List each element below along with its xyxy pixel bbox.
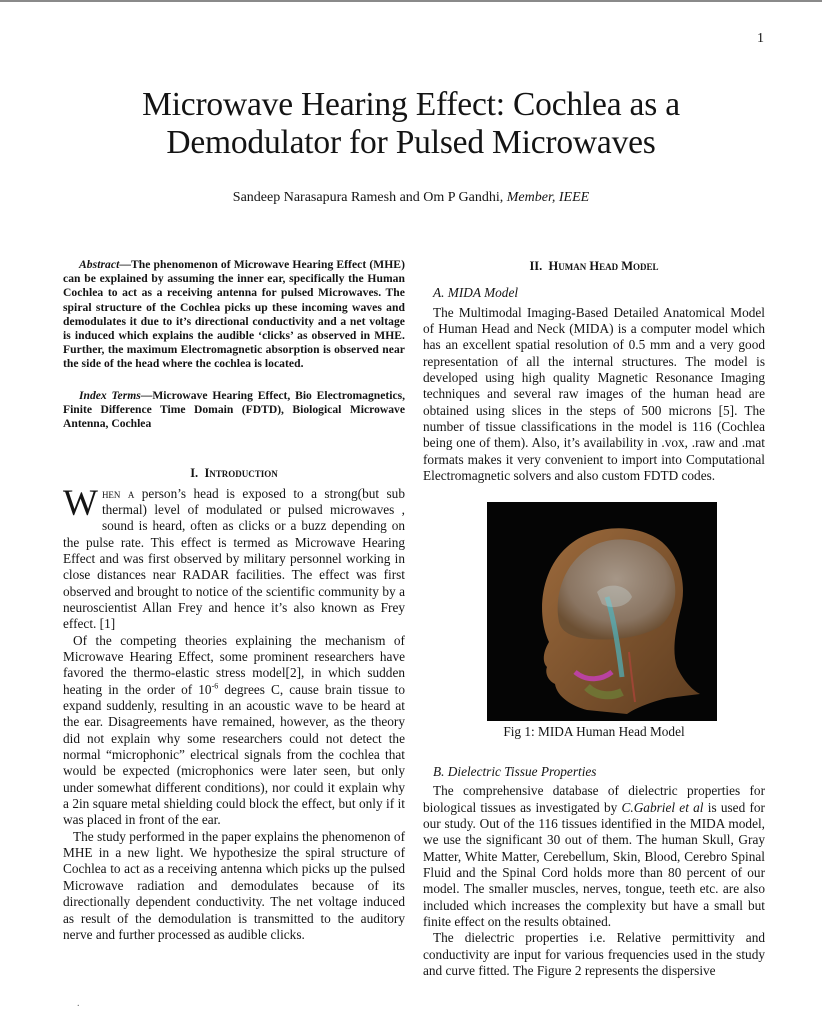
subsection-heading-dielectric: B. Dielectric Tissue Properties [433, 763, 597, 779]
footer-mark: . [77, 998, 80, 1009]
head-render-graphic [487, 502, 717, 721]
figure-caption: Fig 1: MIDA Human Head Model [503, 724, 685, 740]
authors-line [0, 190, 822, 206]
title-line-1: Microwave Hearing Effect: Cochlea as a [142, 86, 680, 123]
abstract [63, 258, 405, 372]
right-column [423, 258, 765, 979]
section-numeral: II. [529, 259, 543, 273]
head-model-image [487, 502, 717, 721]
intro-p1-text: person’s head is exposed to a strong(but sub thermal) level of modulated or pulsed microwaves , sound is heard, often as clicks or a buzz depending on the pulse rate. This effect is termed as Microwave Hearing Effect and was first observed by military personnel working in close distances near RADAR facilities. The effect was first observed and brought to notice of the scientific community by a neuroscientist Allan Frey and hence it’s also known as Frey effect. [1] [63, 485, 405, 632]
authors-affiliation: Member, IEEE [506, 190, 590, 205]
title-line-2: Demodulator for Pulsed Microwaves [166, 124, 656, 161]
citation-gabriel: C.Gabriel et al [621, 799, 704, 815]
page-number: 1 [757, 31, 764, 46]
intro-paragraph-3: The study performed in the paper explains the phenomenon of MHE in a new light. We hypothesize the spiral structure of Cochlea to act as a receiving antenna which picks up the pulsed Microwave radiation and demodulates because of its directionally dependent conductivity. The net voltage induced as result of the demodulation is transmitted to the auditory nerve and further processed as audible clicks. [63, 828, 405, 942]
intro-paragraph-1 [63, 482, 405, 633]
authors-names: Sandeep Narasapura Ramesh and Om P Gandhi, [232, 190, 507, 205]
subsection-heading-mida-model: A. MIDA Model [433, 285, 519, 301]
index-terms-text: —Microwave Hearing Effect, Bio Electromagnetics, Finite Difference Time Domain (FDTD), Biological Microwave Antenna, Cochlea [63, 388, 405, 431]
intro-p2-text-a: Of the competing theories explaining the mechanism of Microwave Hearing Effect, some prominent researchers have favored the thermo-elastic stress model[2], in which sudden heating in the order of 10 [63, 632, 405, 697]
lead-smallcaps: hen a [101, 485, 135, 501]
dielectric-paragraph-1 [423, 783, 765, 930]
exponent: -6 [211, 681, 219, 691]
dielectric-paragraph-2: The dielectric properties i.e. Relative permittivity and conductivity are input for various frequencies used in the study and curve fitted. The Figure 2 represents the dispersive [423, 930, 765, 978]
intro-p2-text-b: degrees C, cause brain tissue to expand suddenly, resulting in an acoustic wave to be heard at the ear. Disagreements have remained, however, as the theory did not explain why some researchers could not detect the normal “microphonic” electrical signals from the cochlea that would be expected (microphonics were later seen, but only under somewhat different conditions), nor could it explain why a 2in square metal shielding could block the effect, but only if it was placed in front of the ear. [63, 681, 405, 828]
section-numeral: I. [190, 466, 199, 481]
section-heading-human-head-model [423, 258, 765, 274]
intro-paragraph-2 [63, 633, 405, 829]
mida-paragraph: The Multimodal Imaging-Based Detailed Anatomical Model of Human Head and Neck (MIDA) is a computer model which has an excellent spatial resolution of 0.5 mm and a very good representation of all the internal structures. The model is developed using high quality Magnetic Resonance Imaging techniques and several raw images of the human head are obtained using slices in the steps of 500 microns [5]. The number of tissue classifications in the model is 116 (Cochlea being one of them). Also, it’s availability in .vox, .raw and .mat formats makes it very convenient to import into Computational Electromagnetic solvers and also custom FDTD codes. [423, 304, 765, 484]
section-title: Introduction [204, 466, 278, 481]
index-terms-label: Index Terms [79, 388, 141, 402]
drop-cap: W [63, 482, 98, 524]
abstract-label: Abstract [79, 258, 120, 271]
dielectric-p1-text-b: is used for our study. Out of the 116 tissues identified in the MIDA model, we use the significant 30 out of them. The human Skull, Gray Matter, White Matter, Cerebellum, Skin, Blood, Cerebro Spinal Fluid and the Spinal Cord holds more than 80 percent of our model. The smaller muscles, nerves, tongue, teeth etc. are also included which increases the complexity but have a small but finite effect on the results obtained. [423, 799, 765, 929]
paper-title [0, 86, 822, 162]
section-title: Human Head Model [548, 259, 659, 273]
section-heading-introduction [63, 465, 405, 481]
left-column [63, 258, 405, 943]
figure-1 [423, 502, 765, 740]
abstract-text: —The phenomenon of Microwave Hearing Effect (MHE) can be explained by assuming the inner ear, specifically the Human Cochlea to act as a receiving antenna for pulsed Microwaves. The spiral structure of the Cochlea picks up these incoming waves and demodulates it due to it’s directional conductivity and a net voltage is induced which explains the audible ‘clicks’ as observed in MHE. Further, the maximum Electromagnetic absorption is observed near the side of the head where the cochlea is located. [63, 258, 405, 371]
index-terms [63, 389, 405, 432]
dielectric-p1-text-a: The comprehensive database of dielectric properties for biological tissues as investigated by [423, 783, 765, 815]
